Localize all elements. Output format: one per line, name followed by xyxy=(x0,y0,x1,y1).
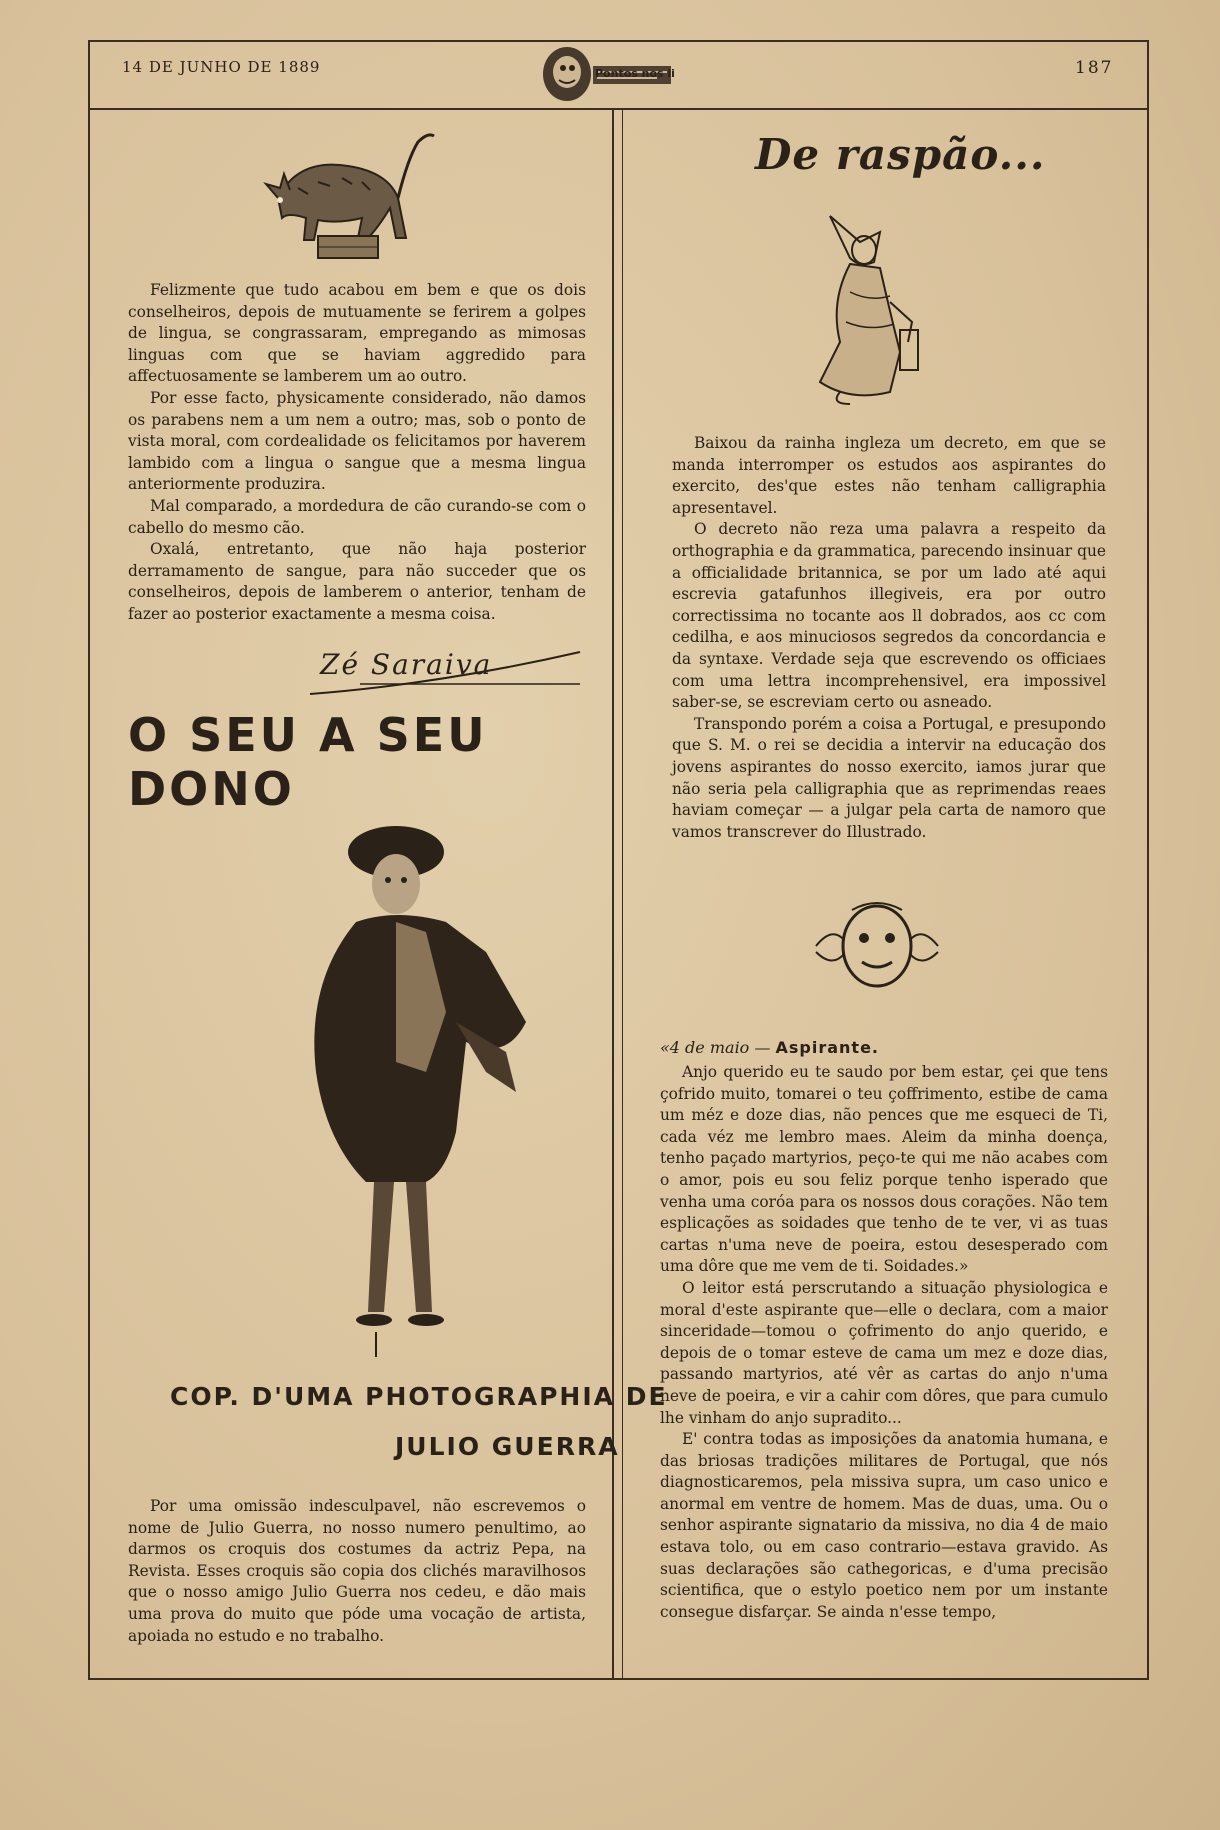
article-right-top xyxy=(672,433,1106,843)
letter-heading xyxy=(660,1038,879,1057)
paragraph: O leitor está perscrutando a situação physiologica e moral d'este aspirante que—elle o declara, com a maior sinceridade—tomou o çofrimento do anjo querido, e depois de o tomar esteve de cama um mez e doze dias, passando martyrios, até vêr as cartas do anjo n'uma neve de poeira, e vir a cahir com dôres, que para cumulo lhe vinham do anjo supradito... xyxy=(660,1278,1108,1427)
actress-photograph-icon xyxy=(276,812,586,1362)
paragraph: Anjo querido eu te saudo por bem estar, çei que tens çofrido muito, tomarei o teu çoffrimento, estibe de cama um méz e doze dias, não pences que me esqueci de Ti, cada véz me lembro maes. Aleim da minha doença, tenho paçado martyrios, peço-te qui me não acabes com o amor, pois eu sou feliz porque tenho isperado que venha uma coróa para os nossos dous corações. Não tem esplicações as soidades que tenho de te ver, vi as tuas cartas n'uma neve de poeira, estou desesperado com uma dôre que me vem de ti. Soidades.» xyxy=(660,1063,1108,1276)
paragraph: Por uma omissão indesculpavel, não escrevemos o nome de Julio Guerra, no nosso numero penultimo, ao darmos os croquis dos costumes da actriz Pepa, na Revista. Esses croquis são copia dos clichés maravilhosos que o nosso amigo Julio Guerra nos cedeu, e dão mais uma prova do muito que póde uma vocação de artista, apoiada no estudo e no trabalho. xyxy=(128,1497,586,1645)
issue-date: 14 DE JUNHO DE 1889 xyxy=(122,58,321,76)
paragraph: Mal comparado, a mordedura de cão curando-se com o cabello do mesmo cão. xyxy=(128,496,586,537)
letter-sender: Aspirante. xyxy=(775,1038,879,1057)
header-rule xyxy=(88,108,1148,110)
paragraph: Baixou da rainha ingleza um decreto, em que se manda interromper os estudos aos aspirantes do exercito, des'que estes não tenham calligraphia apresentavel. xyxy=(672,434,1106,517)
paragraph: Transpondo porém a coisa a Portugal, e presupondo que S. M. o rei se decidia a intervir na educação dos jovens aspirantes do nosso exercito, iamos jurar que não seria pela calligraphia que as reprimendas reaes haviam começar — a julgar pela carta de namoro que vamos transcrever do Illustrado. xyxy=(672,714,1106,841)
frame-border-bottom xyxy=(88,1678,1148,1680)
paragraph: Oxalá, entretanto, que não haja posterior derramamento de sangue, para não succeder que os conselheiros, depois de lamberem o anterior, tenham de fazer ao posterior exactamente a mesma coisa. xyxy=(128,540,586,623)
paragraph: Por esse facto, physicamente considerado, não damos os parabens nem a um nem a outro; mas, sob o ponto de vista moral, com cordealidade os felicitamos por haverem lambido com a lingua o sangue que a mesma lingua anteriormente produzira. xyxy=(128,388,586,494)
photo-caption-line2: JULIO GUERRA xyxy=(395,1432,620,1461)
face-vignette-icon xyxy=(812,896,942,996)
photo-caption-line1: COP. D'UMA PHOTOGRAPHIA DE xyxy=(170,1382,668,1411)
article-left-bottom xyxy=(128,1496,586,1647)
section-title: O SEU A SEU DONO xyxy=(128,708,488,816)
letter-date: «4 de maio — xyxy=(660,1038,771,1057)
author-signature: Zé Saraiva xyxy=(320,648,493,681)
article-right-bottom xyxy=(660,1062,1108,1623)
column-title: De raspão... xyxy=(755,130,1046,179)
column-divider-secondary xyxy=(622,108,623,1678)
frame-border-left xyxy=(88,40,90,1680)
masthead-logo-text: Pontos nos ii xyxy=(595,67,675,80)
frame-border-right xyxy=(1147,40,1149,1680)
paragraph: E' contra todas as imposições da anatomia humana, e das briosas tradições militares de Portugal, que nós diagnosticaremos, pela missiva supra, um caso unico e anormal em ventre de homem. Mas de duas, uma. Ou o senhor aspirante signatario da missiva, no dia 4 de maio estava tolo, ou em caso contrario—estava gravido. As suas declarações são cathegoricas, e d'uma precisão scientifica, que o estylo poetico nem por um instante consegue disfarçar. Se ainda n'esse tempo, xyxy=(660,1430,1108,1621)
article-left-top xyxy=(128,280,586,626)
cat-illustration-icon xyxy=(258,128,438,268)
paragraph: O decreto não reza uma palavra a respeito da orthographia e da grammatica, parecendo insinuar que a officialidade britannica, se por um lado até aqui escrevia gatafunhos illegiveis, era por outro correctissima no tocante aos ll dobrados, aos cc com cedilha, e aos minuciosos segredos da concordancia e da syntaxe. Verdade seja que escrevendo os officiaes com uma lettra incomprehensivel, era impossivel saber-se, se escreviam certo ou asneado. xyxy=(672,520,1106,712)
hooded-figure-illustration-icon xyxy=(790,212,940,407)
page-number: 187 xyxy=(1075,58,1114,78)
paragraph: Felizmente que tudo acabou em bem e que os dois conselheiros, depois de mutuamente se ferirem a golpes de lingua, se congrassaram, empregando as mimosas linguas com que se haviam aggredido para affectuosamente se lamberem um ao outro. xyxy=(128,281,586,386)
